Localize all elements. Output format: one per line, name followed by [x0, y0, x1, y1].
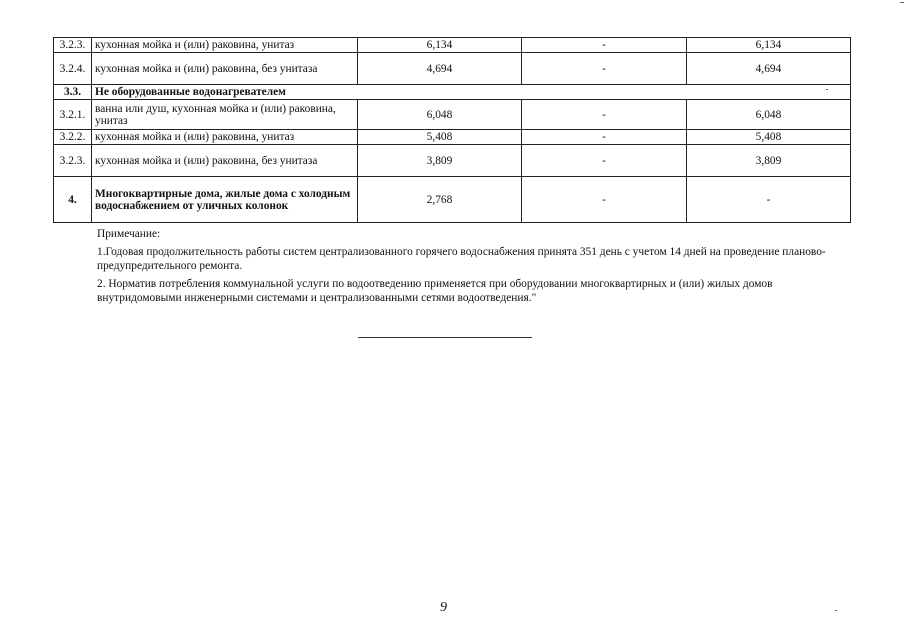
value-cell: 6,048 [358, 100, 522, 130]
table-row [54, 100, 851, 130]
row-number: 3.2.3. [54, 38, 92, 53]
row-description: Многоквартирные дома, жилые дома с холодным водоснабжением от уличных колонок [92, 177, 358, 223]
value-cell: 5,408 [687, 130, 851, 145]
row-number: 3.3. [54, 85, 92, 100]
value-cell: 6,134 [358, 38, 522, 53]
value-cell: 4,694 [687, 53, 851, 85]
value-cell: - [522, 38, 687, 53]
row-number: 3.2.3. [54, 145, 92, 177]
row-number: 3.2.1. [54, 100, 92, 130]
value-cell: - [522, 53, 687, 85]
scan-speck [900, 2, 904, 3]
value-cell: - [522, 100, 687, 130]
divider [358, 337, 532, 338]
value-cell: - [687, 177, 851, 223]
value-cell: 3,809 [687, 145, 851, 177]
row-description: кухонная мойка и (или) раковина, унитаз [92, 38, 358, 53]
notes-section [97, 227, 842, 309]
table-row [54, 130, 851, 145]
norms-table [53, 37, 851, 223]
scan-speck [826, 89, 828, 90]
value-cell: 4,694 [358, 53, 522, 85]
row-number: 3.2.2. [54, 130, 92, 145]
row-description: ванна или душ, кухонная мойка и (или) раковина, унитаз [92, 100, 358, 130]
value-cell: 6,048 [687, 100, 851, 130]
row-number: 4. [54, 177, 92, 223]
notes-title: Примечание: [97, 228, 161, 240]
page-number: 9 [440, 600, 447, 615]
row-description: кухонная мойка и (или) раковина, унитаз [92, 130, 358, 145]
row-description: кухонная мойка и (или) раковина, без унитаза [92, 53, 358, 85]
value-cell: 3,809 [358, 145, 522, 177]
table-row [54, 145, 851, 177]
note-paragraph: 2. Норматив потребления коммунальной услуги по водоотведению применяется при оборудовании многоквартирных и (или) жилых домов внутридомовыми инженерными системами и централизованными сетями водоотведения." [97, 278, 773, 304]
row-description: кухонная мойка и (или) раковина, без унитаза [92, 145, 358, 177]
value-cell: 6,134 [687, 38, 851, 53]
value-cell: 2,768 [358, 177, 522, 223]
table-row [54, 38, 851, 53]
table-row [54, 53, 851, 85]
table-row [54, 177, 851, 223]
scan-speck [835, 610, 837, 611]
row-number: 3.2.4. [54, 53, 92, 85]
value-cell: - [522, 145, 687, 177]
note-paragraph: 1.Годовая продолжительность работы систем централизованного горячего водоснабжения принята 351 день с учетом 14 дней на проведение планово-предупредительного ремонта. [97, 246, 826, 272]
value-cell: - [522, 177, 687, 223]
section-title: Не оборудованные водонагревателем [92, 85, 851, 100]
value-cell: 5,408 [358, 130, 522, 145]
value-cell: - [522, 130, 687, 145]
section-row [54, 85, 851, 100]
